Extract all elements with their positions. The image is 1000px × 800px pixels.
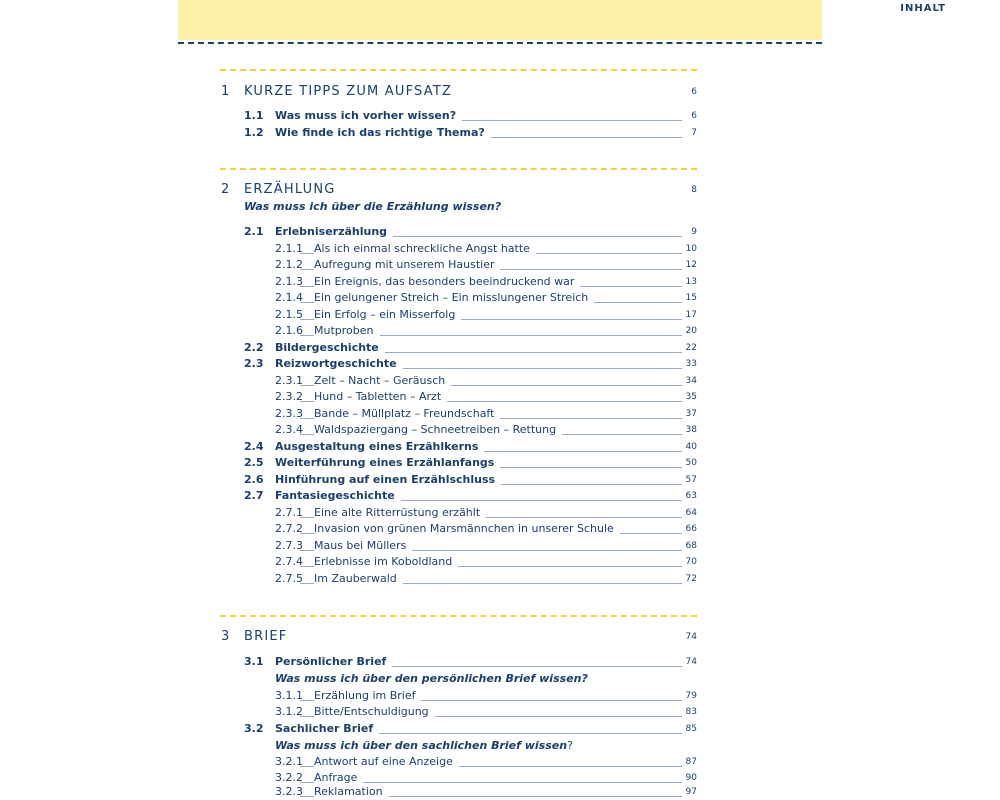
entry-number: 3.2: [244, 722, 264, 735]
page-number: 87: [685, 757, 697, 767]
toc-entry[interactable]: [0, 274, 1000, 290]
entry-number: 3.2.2: [275, 771, 303, 784]
entry-title: Fantasiegeschichte: [275, 488, 401, 504]
chapter-number: 3: [221, 629, 230, 644]
entry-title: Ein Ereignis, das besonders beeindruckend war: [314, 274, 580, 290]
entry-number: 2.5: [244, 456, 264, 469]
entry-number: 2.3.4: [275, 423, 303, 436]
entry-number: 2.7.1: [275, 506, 303, 519]
entry-title: Mutproben: [314, 323, 380, 339]
toc-entry[interactable]: [0, 356, 1000, 372]
entry-number: 3.2.3: [275, 785, 303, 798]
entry-title: Weiterführung eines Erzählanfangs: [275, 455, 500, 471]
page-number: 74: [685, 657, 697, 667]
entry-number: 2.1.5: [275, 308, 303, 321]
page-number: 40: [685, 442, 697, 452]
toc-entry[interactable]: [0, 455, 1000, 471]
page-number: 35: [685, 392, 697, 402]
toc-entry[interactable]: [0, 373, 1000, 389]
subtitle-text: Was muss ich über den sachlichen Brief wissen: [275, 739, 568, 752]
toc-entry[interactable]: [0, 488, 1000, 504]
entry-title: Ein Erfolg – ein Misserfolg: [314, 307, 461, 323]
toc-entry[interactable]: [0, 125, 1000, 141]
toc-entry[interactable]: [0, 538, 1000, 554]
entry-number: 2.1: [244, 225, 264, 238]
page-number: 34: [685, 376, 697, 386]
toc-entry[interactable]: [0, 521, 1000, 537]
entry-number: 2.2: [244, 341, 264, 354]
chapter-divider: [220, 69, 697, 71]
entry-title: Erlebnisse im Koboldland: [314, 554, 458, 570]
toc-entry[interactable]: [0, 108, 1000, 124]
entry-number: 3.2.1: [275, 755, 303, 768]
toc-entry[interactable]: [0, 571, 1000, 587]
entry-number: 2.1.6: [275, 324, 303, 337]
toc-entry[interactable]: [0, 224, 1000, 240]
page-number: 83: [685, 707, 697, 717]
toc-entry[interactable]: [0, 340, 1000, 356]
toc-chapter-3[interactable]: [0, 629, 1000, 645]
header-band: [178, 0, 822, 40]
page-number: 90: [685, 773, 697, 783]
entry-number: 1.1: [244, 109, 264, 122]
entry-title: Wie finde ich das richtige Thema?: [275, 125, 491, 141]
page-number: 12: [685, 260, 697, 270]
page-number: 63: [685, 491, 697, 501]
page-number: 15: [685, 293, 697, 303]
entry-title: Invasion von grünen Marsmännchen in unserer Schule: [314, 521, 620, 537]
chapter-title: ERZÄHLUNG: [244, 182, 342, 198]
chapter-divider: [220, 615, 697, 617]
toc-entry[interactable]: [0, 704, 1000, 720]
section-subtitle: [275, 738, 573, 754]
entry-title: Zelt – Nacht – Geräusch: [314, 373, 451, 389]
toc-entry[interactable]: [0, 389, 1000, 405]
toc-entry[interactable]: [0, 721, 1000, 737]
page-number: 8: [691, 185, 697, 195]
entry-title: Waldspaziergang – Schneetreiben – Rettung: [314, 422, 562, 438]
toc-entry[interactable]: [0, 554, 1000, 570]
entry-number: 2.7.2: [275, 522, 303, 535]
section-header-label: INHALT: [900, 3, 946, 14]
entry-title: Eine alte Ritterrüstung erzählt: [314, 505, 486, 521]
entry-number: 2.3.2: [275, 390, 303, 403]
page-number: 70: [685, 557, 697, 567]
chapter-subtitle: Was muss ich über die Erzählung wissen?: [244, 200, 502, 213]
toc-entry[interactable]: [0, 257, 1000, 273]
toc-entry[interactable]: [0, 323, 1000, 339]
entry-title: Reklamation: [314, 784, 389, 800]
page-number: 64: [685, 508, 697, 518]
toc-entry[interactable]: [0, 688, 1000, 704]
toc-chapter-1[interactable]: [0, 84, 1000, 100]
entry-number: 2.4: [244, 440, 264, 453]
toc-entry[interactable]: [0, 472, 1000, 488]
page-number: 68: [685, 541, 697, 551]
entry-number: 2.3.1: [275, 374, 303, 387]
page-number: 72: [685, 574, 697, 584]
entry-number: 1.2: [244, 126, 264, 139]
chapter-divider: [220, 168, 697, 170]
toc-entry[interactable]: [0, 307, 1000, 323]
entry-title: Antwort auf eine Anzeige: [314, 754, 459, 770]
page-number: 33: [685, 359, 697, 369]
entry-number: 2.1.2: [275, 258, 303, 271]
entry-number: 3.1.2: [275, 705, 303, 718]
toc-entry[interactable]: [0, 654, 1000, 670]
entry-number: 2.3: [244, 357, 264, 370]
page-number: 50: [685, 458, 697, 468]
page-number: 6: [691, 87, 697, 97]
entry-title: Bande – Müllplatz – Freundschaft: [314, 406, 500, 422]
entry-title: Im Zauberwald: [314, 571, 403, 587]
page-number: 17: [685, 310, 697, 320]
entry-title: Aufregung mit unserem Haustier: [314, 257, 500, 273]
entry-title: Ausgestaltung eines Erzählkerns: [275, 439, 484, 455]
toc-entry[interactable]: [0, 505, 1000, 521]
entry-title: Hinführung auf einen Erzählschluss: [275, 472, 501, 488]
header-divider: [178, 42, 822, 44]
toc-entry[interactable]: [0, 422, 1000, 438]
subtitle-end: ?: [567, 739, 573, 752]
section-subtitle: Was muss ich über den persönlichen Brief wissen?: [275, 672, 588, 685]
entry-title: Bitte/Entschuldigung: [314, 704, 435, 720]
page-number: 66: [685, 524, 697, 534]
page-number: 85: [685, 724, 697, 734]
page-number: 38: [685, 425, 697, 435]
toc-entry[interactable]: [0, 754, 1000, 770]
entry-number: 3.1: [244, 655, 264, 668]
page-number: 9: [691, 227, 697, 237]
page-number: 10: [685, 244, 697, 254]
toc-entry[interactable]: [0, 439, 1000, 455]
entry-title: Als ich einmal schreckliche Angst hatte: [314, 241, 536, 257]
page-number: 6: [691, 111, 697, 121]
entry-number: 2.7.3: [275, 539, 303, 552]
chapter-title: BRIEF: [244, 629, 293, 645]
entry-title: Maus bei Müllers: [314, 538, 412, 554]
entry-title: Bildergeschichte: [275, 340, 385, 356]
entry-number: 2.6: [244, 473, 264, 486]
toc-entry[interactable]: [0, 290, 1000, 306]
page-number: 74: [685, 632, 697, 642]
page-number: 20: [685, 326, 697, 336]
entry-number: 2.7: [244, 489, 264, 502]
page-number: 7: [691, 128, 697, 138]
entry-title: Sachlicher Brief: [275, 721, 379, 737]
entry-title: Ein gelungener Streich – Ein misslungener Streich: [314, 290, 594, 306]
entry-title: Was muss ich vorher wissen?: [275, 108, 462, 124]
entry-title: Erlebniserzählung: [275, 224, 393, 240]
entry-number: 2.7.5: [275, 572, 303, 585]
page-number: 79: [685, 691, 697, 701]
chapter-number: 1: [221, 84, 230, 99]
entry-title: Hund – Tabletten – Arzt: [314, 389, 447, 405]
entry-title: Anfrage: [314, 770, 363, 786]
toc-chapter-2[interactable]: [0, 182, 1000, 198]
entry-number: 2.7.4: [275, 555, 303, 568]
page-number: 37: [685, 409, 697, 419]
entry-number: 2.1.1: [275, 242, 303, 255]
toc-entry[interactable]: [0, 241, 1000, 257]
entry-number: 2.1.4: [275, 291, 303, 304]
entry-number: 2.3.3: [275, 407, 303, 420]
page-number: 13: [685, 277, 697, 287]
chapter-title: KURZE TIPPS ZUM AUFSATZ: [244, 84, 458, 100]
toc-entry[interactable]: [0, 784, 1000, 800]
chapter-number: 2: [221, 182, 230, 197]
page-number: 22: [685, 343, 697, 353]
entry-title: Persönlicher Brief: [275, 654, 392, 670]
entry-number: 2.1.3: [275, 275, 303, 288]
entry-title: Reizwortgeschichte: [275, 356, 403, 372]
page-number: 97: [685, 787, 697, 797]
entry-title: Erzählung im Brief: [314, 688, 421, 704]
entry-number: 3.1.1: [275, 689, 303, 702]
page-number: 57: [685, 475, 697, 485]
toc-entry[interactable]: [0, 406, 1000, 422]
